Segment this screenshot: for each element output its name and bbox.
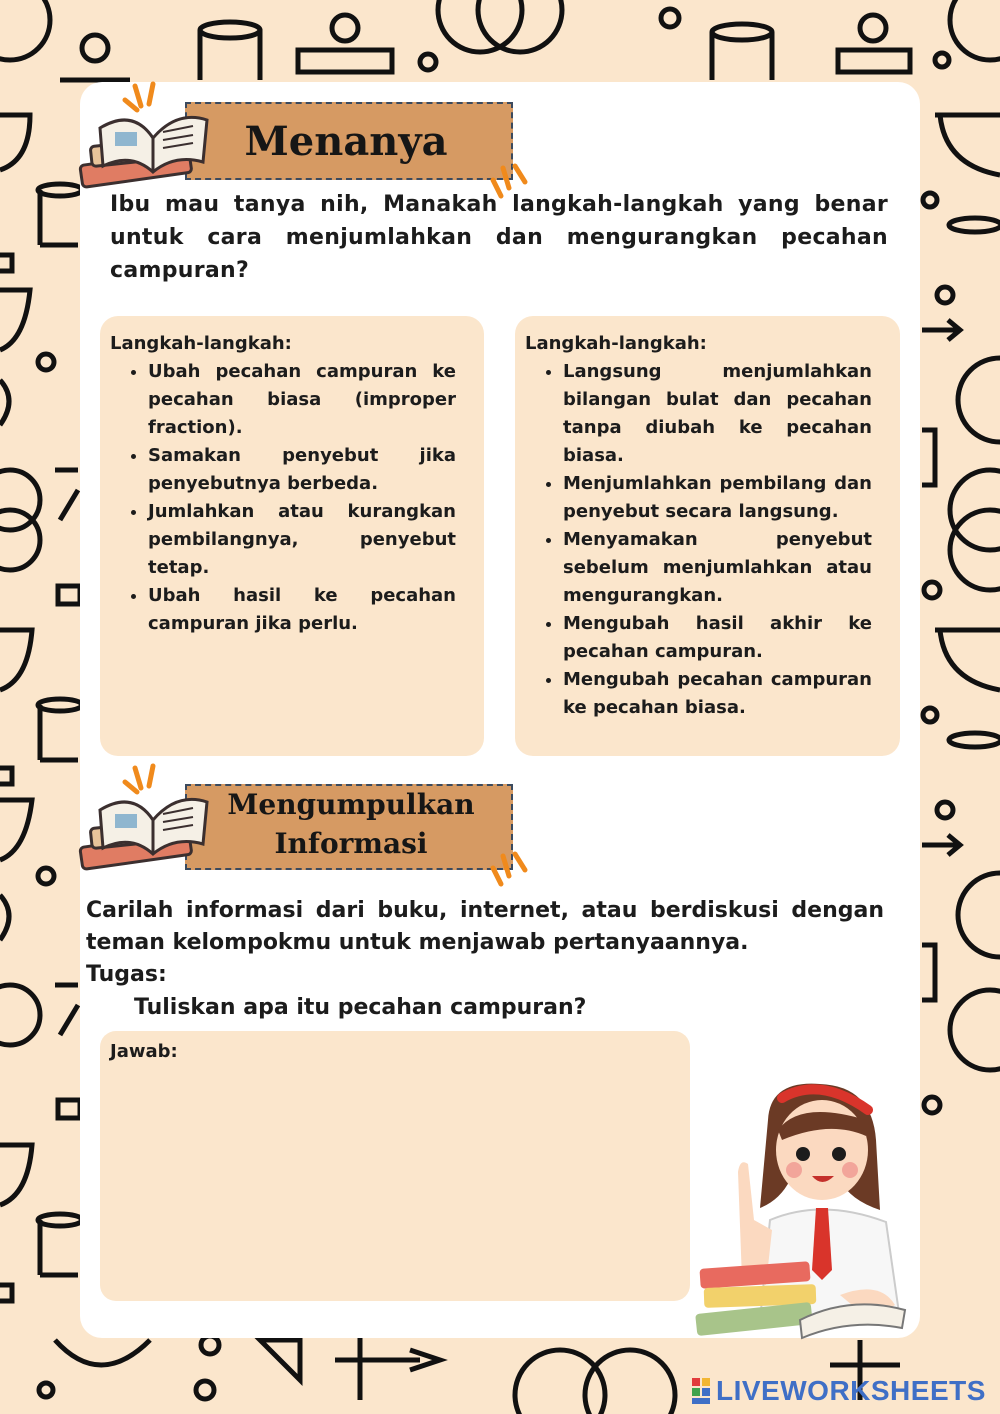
steps-heading: Langkah-langkah: (525, 333, 707, 354)
section-title-line1: Mengumpulkan (227, 788, 475, 821)
task-label: Tugas: (86, 962, 167, 987)
step-item: • Jumlahkan atau kurangkan pembilangnya, penyebut tetap. (148, 498, 456, 582)
step-item: • Mengubah pecahan campuran ke pecahan biasa. (563, 666, 872, 722)
step-item: • Ubah hasil ke pecahan campuran jika perlu. (148, 582, 456, 638)
answer-input-box[interactable] (100, 1031, 690, 1301)
step-item: • Ubah pecahan campuran ke pecahan biasa (improper fraction). (148, 358, 456, 442)
steps-option-b[interactable] (515, 316, 900, 756)
brand-text: LIVEWORKSHEETS (716, 1375, 986, 1406)
brand-logo-icon (690, 1376, 712, 1406)
section-title-line2: Informasi (274, 827, 428, 860)
step-item: • Mengubah hasil akhir ke pecahan campuran. (563, 610, 872, 666)
steps-heading: Langkah-langkah: (110, 333, 292, 354)
task-question: Tuliskan apa itu pecahan campuran? (134, 995, 587, 1020)
steps-option-a[interactable] (100, 316, 484, 756)
open-book-icon (75, 80, 225, 200)
section-banner-menanya (75, 80, 535, 200)
step-item: • Menyamakan penyebut sebelum menjumlahkan atau mengurangkan. (563, 526, 872, 610)
instruction-text: Carilah informasi dari buku, internet, atau berdiskusi dengan teman kelompokmu untuk menjawab pertanyaannya. (86, 898, 884, 955)
section-title-menanya: Menanya (244, 118, 448, 165)
step-item: • Menjumlahkan pembilang dan penyebut secara langsung. (563, 470, 872, 526)
section-banner-mengumpulkan-informasi (75, 762, 535, 892)
question-text: Ibu mau tanya nih, Manakah langkah-langkah yang benar untuk cara menjumlahkan dan mengurangkan pecahan campuran? (110, 192, 888, 283)
answer-label: Jawab: (110, 1041, 178, 1062)
step-item: • Samakan penyebut jika penyebutnya berbeda. (148, 442, 456, 498)
liveworksheets-logo[interactable] (690, 1374, 986, 1408)
step-item: • Langsung menjumlahkan bilangan bulat dan pecahan tanpa diubah ke pecahan biasa. (563, 358, 872, 470)
student-girl-illustration (690, 1080, 925, 1345)
open-book-icon (75, 762, 225, 882)
